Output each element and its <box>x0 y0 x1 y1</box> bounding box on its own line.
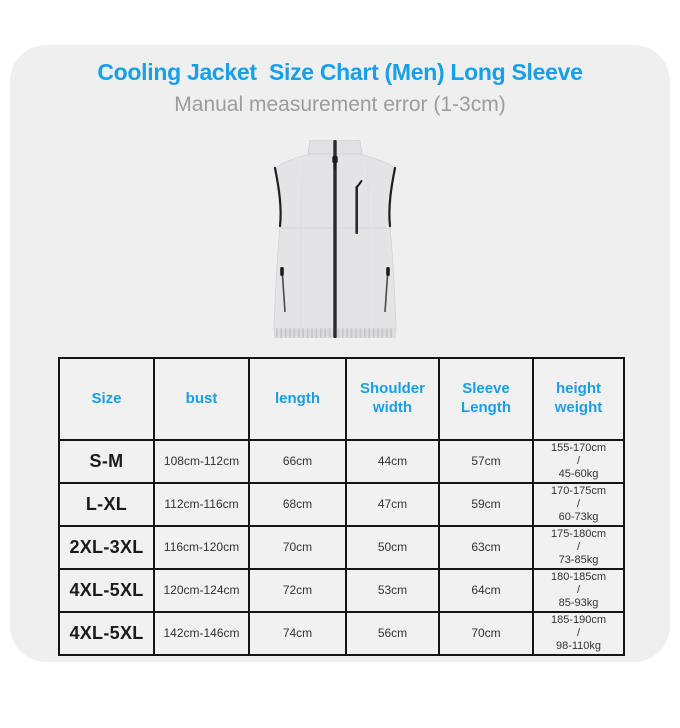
size-chart-card <box>10 45 670 662</box>
cell-length: 70cm <box>249 526 346 569</box>
column-header-sleeve-length: Sleeve Length <box>439 358 533 440</box>
cell-size: 4XL-5XL <box>59 612 154 655</box>
column-header-shoulder-width: Shoulder width <box>346 358 439 440</box>
page-subtitle: Manual measurement error (1-3cm) <box>174 93 506 116</box>
height-value: 155-170cm <box>550 442 607 454</box>
cell-shoulder-width: 44cm <box>346 440 439 483</box>
cell-length: 68cm <box>249 483 346 526</box>
page-title: Cooling Jacket Size Chart (Men) Long Sleeve <box>97 59 583 85</box>
cell-sleeve-length: 59cm <box>439 483 533 526</box>
column-header-size: Size <box>59 358 154 440</box>
height-value: 185-190cm <box>550 613 607 626</box>
cooling-vest-icon <box>265 140 405 344</box>
cell-height-weight <box>533 569 624 612</box>
cell-sleeve-length: 57cm <box>439 440 533 483</box>
product-image <box>265 140 405 344</box>
cell-sleeve-length: 64cm <box>439 569 533 612</box>
cell-size: 4XL-5XL <box>59 569 154 612</box>
cell-shoulder-width: 47cm <box>346 483 439 526</box>
weight-value: 98-110kg <box>555 639 602 652</box>
cell-shoulder-width: 56cm <box>346 612 439 655</box>
height-weight-separator: / <box>576 583 581 596</box>
height-weight-separator: / <box>576 626 581 639</box>
height-value: 175-180cm <box>550 527 607 540</box>
table-row <box>59 612 624 655</box>
weight-value: 45-60kg <box>558 467 599 480</box>
cell-length: 66cm <box>249 440 346 483</box>
cell-bust: 116cm-120cm <box>154 526 249 569</box>
cell-sleeve-length: 63cm <box>439 526 533 569</box>
height-weight-separator: / <box>576 540 581 553</box>
cell-shoulder-width: 50cm <box>346 526 439 569</box>
cell-size: 2XL-3XL <box>59 526 154 569</box>
table-row <box>59 526 624 569</box>
cell-length: 72cm <box>249 569 346 612</box>
header-row <box>59 358 624 440</box>
weight-value: 85-93kg <box>558 596 599 609</box>
height-value: 180-185cm <box>550 570 607 583</box>
cell-height-weight <box>533 483 624 526</box>
cell-size: S-M <box>59 440 154 483</box>
cell-height-weight <box>533 526 624 569</box>
height-weight-separator: / <box>576 454 581 467</box>
cell-bust: 142cm-146cm <box>154 612 249 655</box>
weight-value: 73-85kg <box>558 553 599 566</box>
cell-height-weight <box>533 440 624 483</box>
table-row <box>59 483 624 526</box>
column-header-length: length <box>249 358 346 440</box>
column-header-height-weight: height weight <box>533 358 624 440</box>
height-value: 170-175cm <box>550 484 607 497</box>
cell-shoulder-width: 53cm <box>346 569 439 612</box>
cell-size: L-XL <box>59 483 154 526</box>
size-chart-table-container <box>58 357 623 656</box>
cell-sleeve-length: 70cm <box>439 612 533 655</box>
cell-length: 74cm <box>249 612 346 655</box>
cell-height-weight <box>533 612 624 655</box>
table-row <box>59 440 624 483</box>
cell-bust: 108cm-112cm <box>154 440 249 483</box>
table-row <box>59 569 624 612</box>
weight-value: 60-73kg <box>558 510 599 523</box>
cell-bust: 112cm-116cm <box>154 483 249 526</box>
column-header-bust: bust <box>154 358 249 440</box>
height-weight-separator: / <box>576 497 581 510</box>
size-chart-table <box>58 357 625 656</box>
cell-bust: 120cm-124cm <box>154 569 249 612</box>
